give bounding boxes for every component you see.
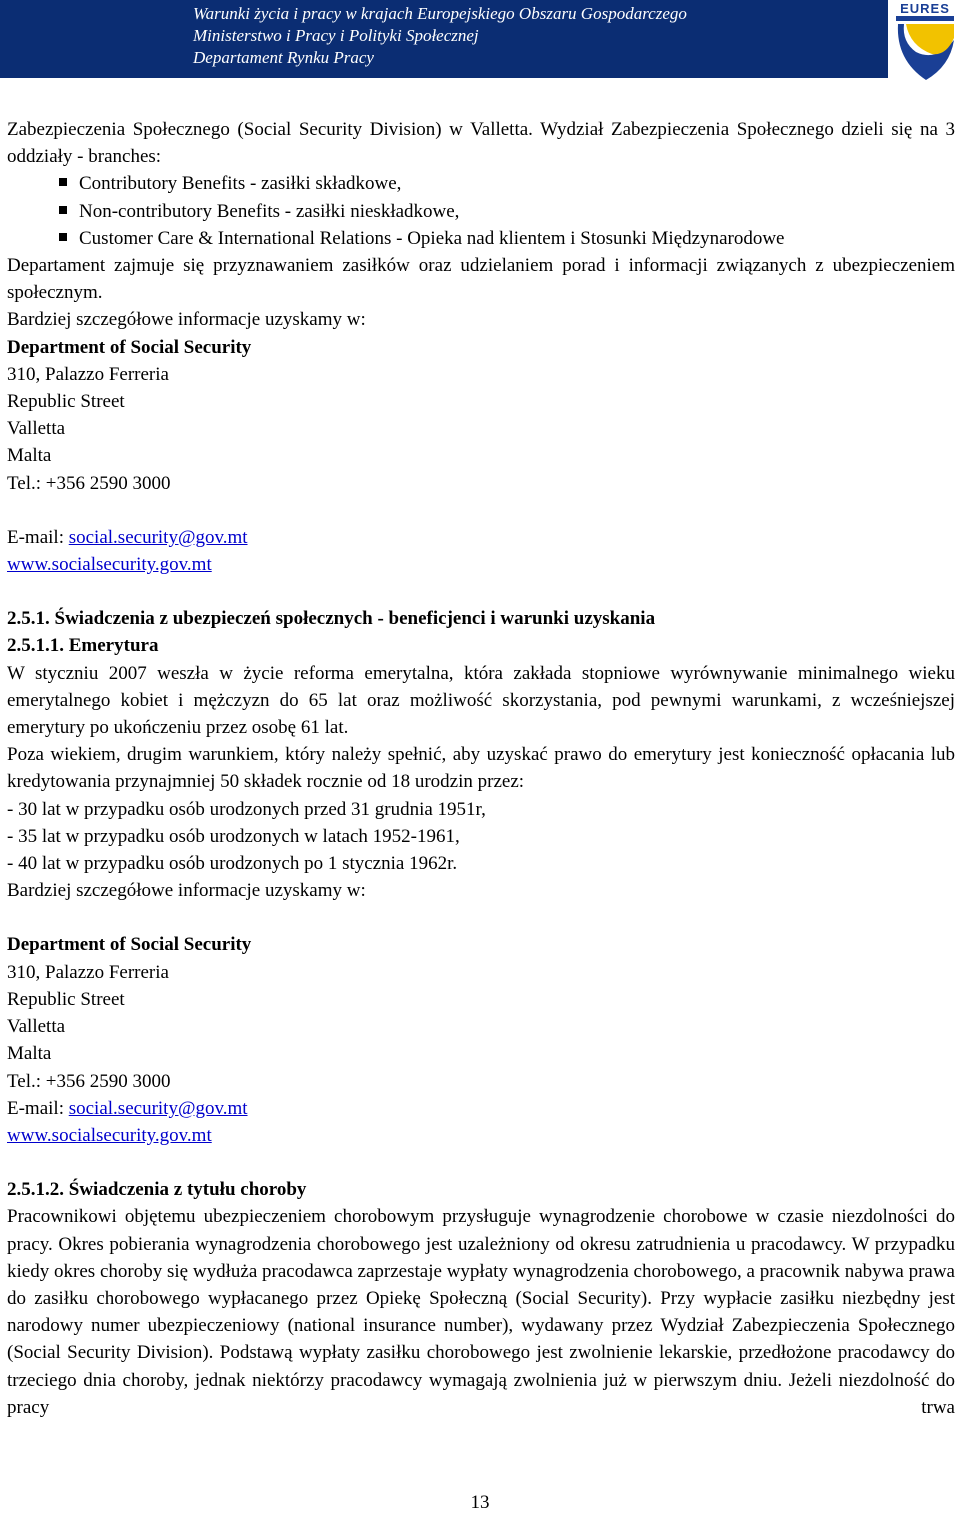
section-heading: 2.5.1. Świadczenia z ubezpieczeń społecznych - beneficjenci i warunki uzyskania bbox=[7, 608, 656, 630]
website-link[interactable]: www.socialsecurity.gov.mt bbox=[7, 554, 212, 576]
website-link[interactable]: www.socialsecurity.gov.mt bbox=[7, 1124, 212, 1146]
pension-reform-paragraph: W styczniu 2007 weszła w życie reforma emerytalna, która zakłada stopniowe wyrównywanie minimalnego wieku emerytalnego kobiet i mężczyzn do 65 lat oraz możliwość skorzystania, pod pewnymi warunkami, z wcześniejszej emerytury po ukończeniu przez osobę 61 lat. bbox=[7, 662, 955, 739]
bullet-square-icon bbox=[59, 233, 67, 241]
list-item: - 35 lat w przypadku osób urodzonych w latach 1952-1961, bbox=[7, 825, 460, 847]
header-line-3: Departament Rynku Pracy bbox=[193, 48, 374, 67]
bullet-square-icon bbox=[59, 178, 67, 186]
header-line-2: Ministerstwo i Pracy i Polityki Społecznej bbox=[193, 26, 479, 45]
contact-email-line bbox=[7, 1095, 955, 1122]
more-info-text: Bardziej szczegółowe informacje uzyskamy w: bbox=[7, 309, 366, 331]
page-number: 13 bbox=[470, 1492, 490, 1513]
header-text bbox=[193, 3, 687, 69]
contact-street: Republic Street bbox=[7, 391, 125, 413]
contact-country: Malta bbox=[7, 445, 52, 467]
contact-website-line bbox=[7, 1122, 955, 1149]
contact-city: Valletta bbox=[7, 418, 66, 440]
contact-country: Malta bbox=[7, 1043, 52, 1065]
contact-website-line bbox=[7, 551, 955, 578]
contact-org-name: Department of Social Security bbox=[7, 934, 252, 956]
bullet-square-icon bbox=[59, 206, 67, 214]
list-item: - 40 lat w przypadku osób urodzonych po 1 stycznia 1962r. bbox=[7, 853, 458, 875]
document-body bbox=[7, 116, 955, 1421]
email-label: E-mail: bbox=[7, 526, 69, 548]
contact-phone: Tel.: +356 2590 3000 bbox=[7, 1070, 171, 1092]
subsection-heading: 2.5.1.1. Emerytura bbox=[7, 635, 159, 657]
email-link[interactable]: social.security@gov.mt bbox=[68, 526, 248, 548]
more-info-text: Bardziej szczegółowe informacje uzyskamy w: bbox=[7, 880, 366, 902]
list-item: Non-contributory Benefits - zasiłki nieskładkowe, bbox=[59, 198, 955, 225]
header-line-1: Warunki życia i pracy w krajach Europejskiego Obszaru Gospodarczego bbox=[193, 4, 687, 23]
contact-email-line bbox=[7, 524, 955, 551]
branches-list bbox=[7, 170, 955, 252]
contact-street: Republic Street bbox=[7, 988, 125, 1010]
list-item: Contributory Benefits - zasiłki składkowe, bbox=[59, 170, 955, 197]
sickness-benefit-paragraph: Pracownikowi objętemu ubezpieczeniem chorobowym przysługuje wynagrodzenie chorobowe w czasie niezdolności do pracy. Okres pobierania wynagrodzenia chorobowego jest uzależniony od okresu zatrudnienia u pracodawcy. W przypadku kiedy okres choroby się wydłuża pracodawca zaprzestaje wypłaty wynagrodzenia chorobowego, a pracownik nabywa prawa do zasiłku chorobowego wypłacanego przez Opiekę Społeczną (Social Security). Przy wypłacie zasiłku niezbędny jest narodowy numer ubezpieczeniowy (national insurance number), wydawany przez Wydział Zabezpieczenia Społecznego (Social Security Division). Podstawą wypłaty zasiłku chorobowego jest zwolnienie lekarskie, przedłożone pracodawcy do trzeciego dnia choroby, jednak niektórzy pracodawcy wymagają zwolnienia już w pierwszym dniu. Jeżeli niezdolność do pracy trwa bbox=[7, 1206, 955, 1418]
contact-phone: Tel.: +356 2590 3000 bbox=[7, 472, 171, 494]
list-item: - 30 lat w przypadku osób urodzonych przed 31 grudnia 1951r, bbox=[7, 798, 486, 820]
eures-logo-text: EURES bbox=[900, 1, 950, 16]
contact-org-name: Department of Social Security bbox=[7, 336, 252, 358]
eures-logo bbox=[892, 0, 958, 84]
contact-city: Valletta bbox=[7, 1016, 66, 1038]
list-item: Customer Care & International Relations - Opieka nad klientem i Stosunki Międzynarodowe bbox=[59, 225, 955, 252]
intro-paragraph: Zabezpieczenia Społecznego (Social Security Division) w Valletta. Wydział Zabezpieczenia Społecznego dzieli się na 3 oddziały - branches: bbox=[7, 119, 955, 168]
email-link[interactable]: social.security@gov.mt bbox=[68, 1097, 248, 1119]
subsection-heading: 2.5.1.2. Świadczenia z tytułu choroby bbox=[7, 1179, 307, 1201]
email-label: E-mail: bbox=[7, 1097, 69, 1119]
department-description: Departament zajmuje się przyznawaniem zasiłków oraz udzielaniem porad i informacji związanych z ubezpieczeniem społecznym. bbox=[7, 255, 955, 304]
contact-address-line: 310, Palazzo Ferreria bbox=[7, 961, 169, 983]
contact-address-line: 310, Palazzo Ferreria bbox=[7, 363, 169, 385]
pension-condition-paragraph: Poza wiekiem, drugim warunkiem, który należy spełnić, aby uzyskać prawo do emerytury jest konieczność opłacania lub kredytowania przynajmniej 50 składek rocznie od 18 urodzin przez: bbox=[7, 744, 955, 793]
